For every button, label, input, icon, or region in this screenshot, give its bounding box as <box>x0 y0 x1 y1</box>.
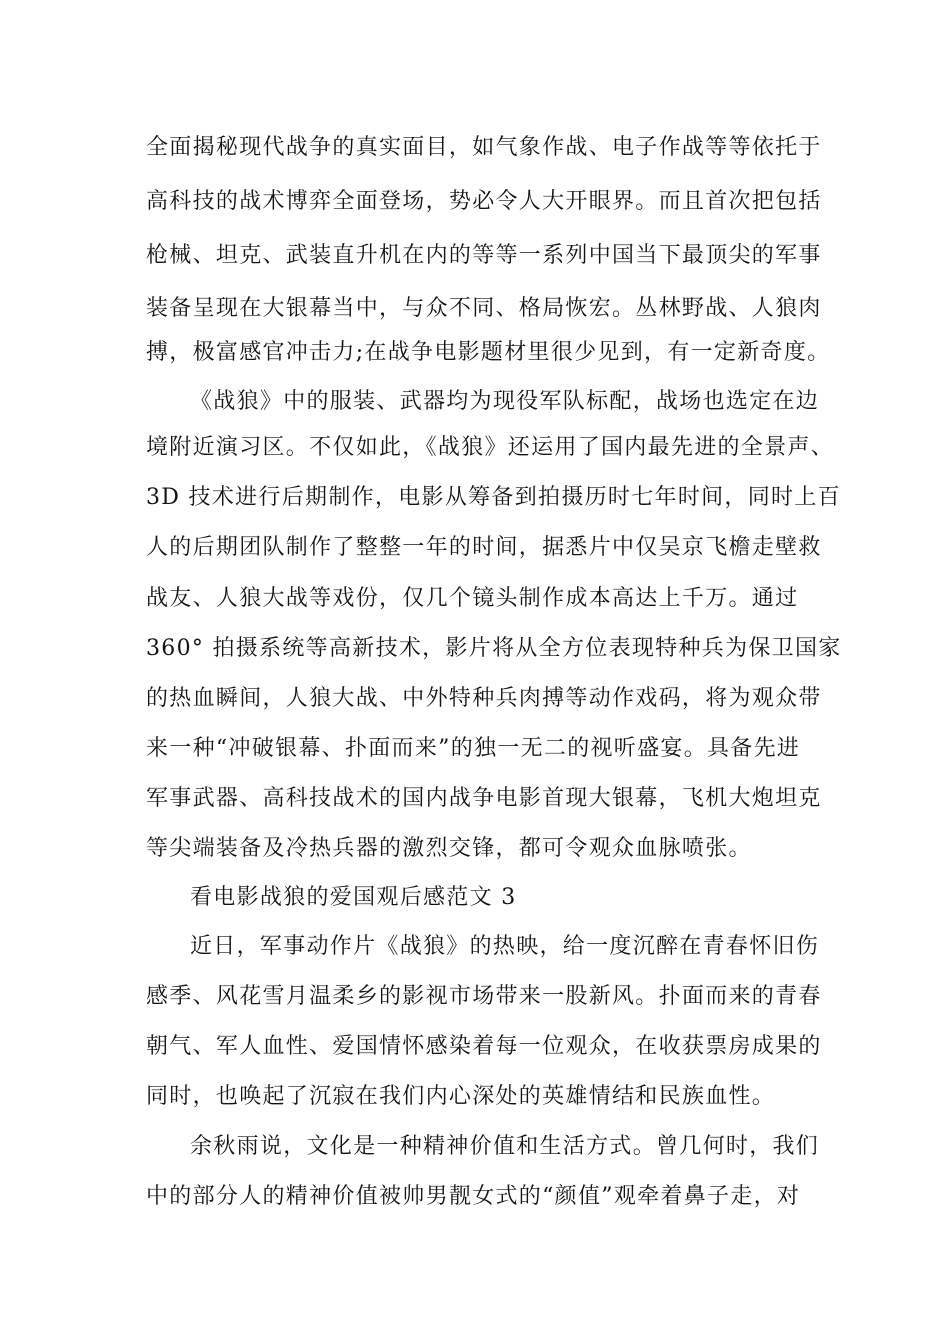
text-line: 军事武器、高科技战术的国内战争电影首现大银幕，飞机大炮坦克 <box>146 786 822 811</box>
text-line: 枪械、坦克、武装直升机在内的等等一系列中国当下最顶尖的军事 <box>146 243 822 268</box>
text-line: 全面揭秘现代战争的真实面目，如气象作战、电子作战等等依托于 <box>146 135 822 160</box>
text-line: 战友、人狼大战等戏份，仅几个镜头制作成本高达上千万。通过 <box>146 586 799 611</box>
text-line: 装备呈现在大银幕当中，与众不同、格局恢宏。丛林野战、人狼肉 <box>146 296 822 321</box>
text-line: 的热血瞬间，人狼大战、中外特种兵肉搏等动作戏码，将为观众带 <box>146 686 822 711</box>
text-line: 等尖端装备及冷热兵器的激烈交锋，都可令观众血脉喷张。 <box>146 836 752 861</box>
section-heading: 看电影战狼的爱国观后感范文 3 <box>190 885 517 910</box>
text-line: 中的部分人的精神价值被帅男靓女式的“颜值”观牵着鼻子走，对 <box>146 1184 801 1209</box>
text-line: 感季、风花雪月温柔乡的影视市场带来一股新风。扑面而来的青春 <box>146 984 822 1009</box>
text-line: 近日，军事动作片《战狼》的热映，给一度沉醉在青春怀旧伤 <box>190 934 820 959</box>
text-line: 高科技的战术博弈全面登场，势必令人大开眼界。而且首次把包括 <box>146 189 822 214</box>
text-line: 来一种“冲破银幕、扑面而来”的独一无二的视听盛宴。具备先进 <box>146 736 801 761</box>
text-line: 境附近演习区。不仅如此，《战狼》还运用了国内最先进的全景声、 <box>146 435 835 460</box>
text-line: 余秋雨说，文化是一种精神价值和生活方式。曾几何时，我们 <box>190 1134 820 1159</box>
text-line: 搏，极富感官冲击力;在战争电影题材里很少见到，有一定新奇度。 <box>146 340 831 365</box>
text-line: 朝气、军人血性、爱国情怀感染着每一位观众，在收获票房成果的 <box>146 1034 822 1059</box>
text-line: 3D 技术进行后期制作，电影从筹备到拍摄历时七年时间，同时上百 <box>146 485 841 510</box>
text-line: 《战狼》中的服装、武器均为现役军队标配，战场也选定在边 <box>190 389 820 414</box>
text-line: 360° 拍摄系统等高新技术，影片将从全方位表现特种兵为保卫国家 <box>146 636 842 661</box>
text-line: 人的后期团队制作了整整一年的时间，据悉片中仅吴京飞檐走壁救 <box>146 535 822 560</box>
text-line: 同时，也唤起了沉寂在我们内心深处的英雄情结和民族血性。 <box>146 1084 776 1109</box>
